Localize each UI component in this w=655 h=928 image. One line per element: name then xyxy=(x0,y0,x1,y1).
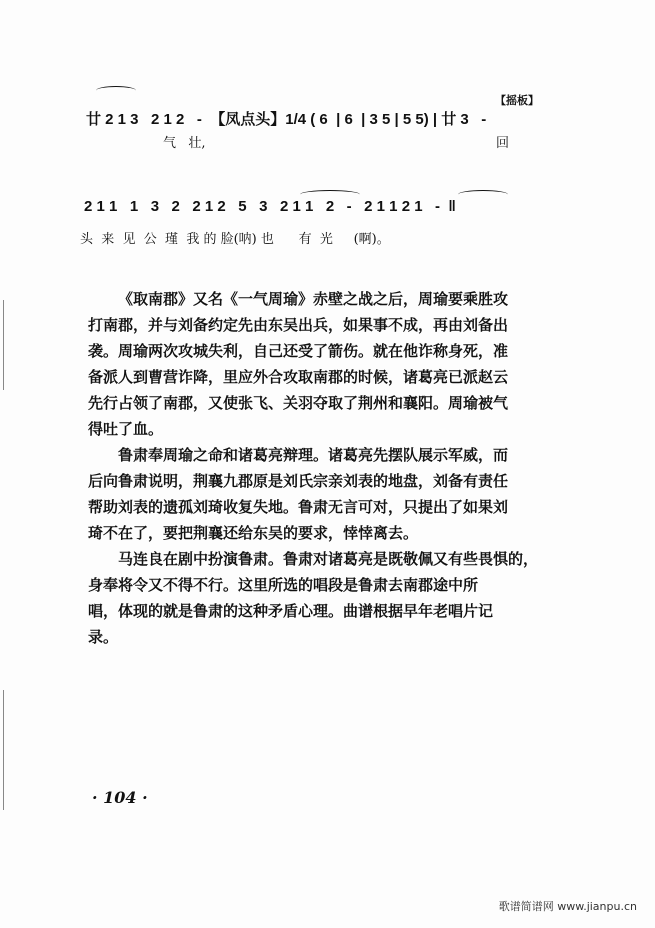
paragraph-line: 袭。周瑜两次攻城失利，自己还受了箭伤。就在他诈称身死，准 xyxy=(88,342,509,360)
slur-mark xyxy=(96,86,136,95)
paragraph-line: 《取南郡》又名《一气周瑜》赤壁之战之后，周瑜要乘胜攻 xyxy=(118,290,509,308)
lyrics-line-1b: 回 xyxy=(496,136,510,151)
lyrics-line-1a: 气 壮, xyxy=(163,136,206,151)
paragraph-line: 帮助刘表的遗孤刘琦收复失地。鲁肃无言可对，只提出了如果刘 xyxy=(88,498,509,516)
score-line-1: 廿 2 1 3 2 1 2 - 【凤点头】1/4 ( 6 | 6 | 3 5 | 5 5) | 廿 3 - xyxy=(86,111,487,128)
lyrics-line-2: 头 来 见 公 瑾 我 的 脸(呐) 也 有 光 (啊)。 xyxy=(80,232,390,247)
paragraph-line: 先行占领了南郡，又使张飞、关羽夺取了荆州和襄阳。周瑜被气 xyxy=(88,394,509,412)
paragraph-line: 录。 xyxy=(88,628,119,646)
paragraph-line: 身奉将令又不得不行。这里所选的唱段是鲁肃去南郡途中所 xyxy=(88,576,479,594)
paragraph-line: 得吐了血。 xyxy=(88,420,164,438)
paragraph-line: 琦不在了，要把荆襄还给东吴的要求，悻悻离去。 xyxy=(88,524,419,542)
paragraph-line: 鲁肃奉周瑜之命和诸葛亮辩理。诸葛亮先摆队展示军威，而 xyxy=(118,446,509,464)
body-text xyxy=(88,286,588,650)
paragraph-line: 后向鲁肃说明，荆襄九郡原是刘氏宗亲刘表的地盘，刘备有责任 xyxy=(88,472,509,490)
page-number: · 104 · xyxy=(92,788,148,807)
scan-edge-line xyxy=(3,690,4,810)
scan-edge-line xyxy=(3,300,4,390)
watermark: 歌谱简谱网 www.jianpu.cn xyxy=(498,900,637,913)
slur-mark xyxy=(458,190,508,199)
paragraph-line: 马连良在剧中扮演鲁肃。鲁肃对诸葛亮是既敬佩又有些畏惧的， xyxy=(118,550,539,568)
tempo-tag: 【摇板】 xyxy=(495,94,539,107)
score-line-2: 2 1 1 1 3 2 2 1 2 5 3 2 1 1 2 - 2 1 1 2 1 - ‖ xyxy=(84,198,456,215)
paragraph-line: 唱，体现的就是鲁肃的这种矛盾心理。曲谱根据早年老唱片记 xyxy=(88,602,494,620)
paragraph-line: 打南郡，并与刘备约定先由东吴出兵，如果事不成，再由刘备出 xyxy=(88,316,509,334)
paragraph-line: 备派人到曹营诈降，里应外合攻取南郡的时候，诸葛亮已派赵云 xyxy=(88,368,509,386)
